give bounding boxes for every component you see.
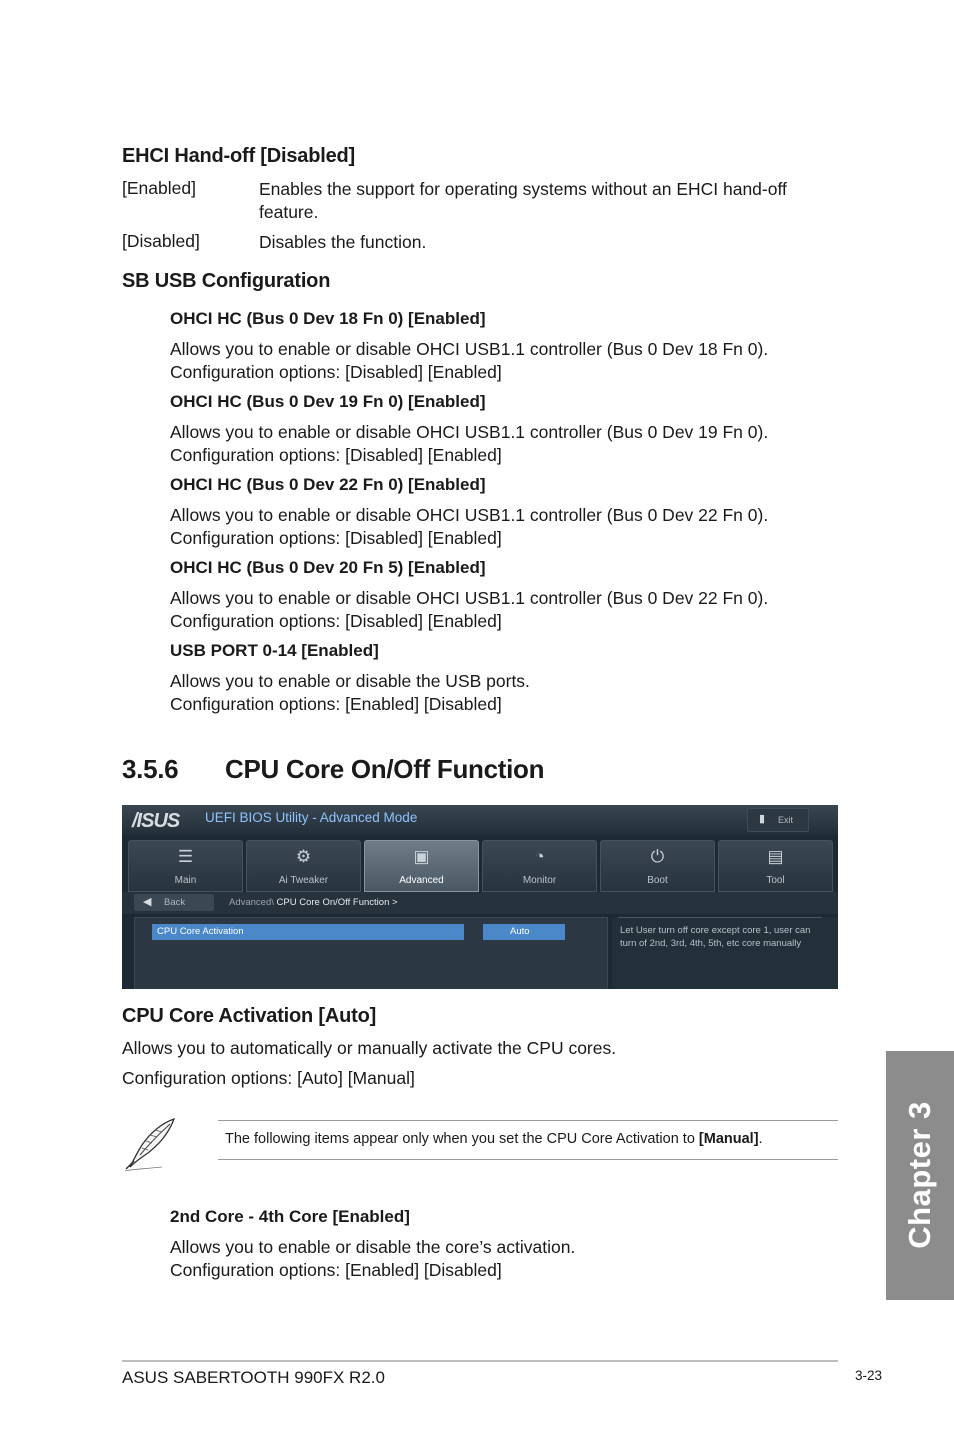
tab-boot[interactable] (600, 840, 715, 892)
power-icon: ⏻ (650, 847, 665, 866)
cpu-core-activation-value: Auto (510, 926, 530, 937)
note-text-suffix: . (758, 1131, 763, 1147)
feather-pen-icon (122, 1115, 180, 1173)
usb-item-desc (170, 504, 768, 550)
footer-rule (122, 1360, 838, 1362)
breadcrumb-path (229, 897, 398, 908)
tab-label: Boot (647, 875, 668, 886)
advanced-chip-icon: ▣ (413, 847, 430, 866)
tab-label: Ai Tweaker (278, 875, 329, 886)
back-label: Back (164, 897, 186, 908)
usb-item-desc-line2: Configuration options: [Disabled] [Enabled] (170, 445, 502, 465)
monitor-gauge-icon: ◔ (534, 847, 545, 866)
ehci-opt-enabled-desc (259, 178, 819, 224)
usb-item-title: OHCI HC (Bus 0 Dev 20 Fn 5) [Enabled] (170, 558, 486, 577)
activation-line1: Allows you to automatically or manually activate the CPU cores. (122, 1038, 617, 1058)
note-top-rule (218, 1120, 838, 1121)
ehci-opt-enabled-key: [Enabled] (122, 178, 196, 198)
usb-item-desc-line1: Allows you to enable or disable the USB ports. (170, 671, 530, 691)
sb-usb-heading: SB USB Configuration (122, 270, 331, 292)
usb-item-desc-line1: Allows you to enable or disable OHCI USB1.1 controller (Bus 0 Dev 22 Fn 0). (170, 588, 769, 608)
tab-advanced[interactable] (364, 840, 479, 892)
usb-item-title: USB PORT 0-14 [Enabled] (170, 641, 379, 660)
tab-main[interactable] (128, 840, 243, 892)
tab-ai-tweaker[interactable] (246, 840, 361, 892)
tab-label: Tool (766, 875, 785, 886)
bios-screenshot (122, 805, 838, 989)
exit-label: Exit (778, 815, 794, 825)
cpu-core-activation-item[interactable] (152, 924, 464, 940)
note-bottom-rule (218, 1159, 838, 1160)
help-divider (618, 917, 822, 918)
toolbox-icon: ▤ (767, 847, 784, 866)
section-title: CPU Core On/Off Function (225, 754, 545, 784)
usb-item-title: OHCI HC (Bus 0 Dev 18 Fn 0) [Enabled] (170, 309, 486, 328)
tab-tool[interactable] (718, 840, 833, 892)
cores-desc (170, 1236, 575, 1282)
chapter-tab-label: Chapter 3 (902, 1101, 937, 1249)
back-button[interactable] (134, 894, 214, 911)
usb-item-desc-line2: Configuration options: [Disabled] [Enabled] (170, 362, 502, 382)
breadcrumb (122, 892, 838, 914)
usb-item-desc-line1: Allows you to enable or disable OHCI USB1.1 controller (Bus 0 Dev 18 Fn 0). (170, 339, 769, 359)
ehci-opt-enabled-line1: Enables the support for operating systems without an EHCI hand-off (259, 179, 787, 199)
footer-product: ASUS SABERTOOTH 990FX R2.0 (122, 1368, 385, 1387)
bios-tab-bar (128, 840, 832, 892)
main-list-icon: ☰ (177, 847, 194, 866)
breadcrumb-current: CPU Core On/Off Function > (276, 897, 398, 908)
activation-line2: Configuration options: [Auto] [Manual] (122, 1068, 415, 1088)
usb-item-desc (170, 421, 768, 467)
note-text-bold: [Manual] (698, 1131, 759, 1147)
tab-monitor[interactable] (482, 840, 597, 892)
bios-title: UEFI BIOS Utility - Advanced Mode (205, 810, 418, 825)
usb-item-desc-line1: Allows you to enable or disable OHCI USB1.1 controller (Bus 0 Dev 22 Fn 0). (170, 505, 769, 525)
usb-item-desc-line2: Configuration options: [Disabled] [Enabled] (170, 528, 502, 548)
cores-title: 2nd Core - 4th Core [Enabled] (170, 1207, 410, 1226)
section-number: 3.5.6 (122, 754, 179, 784)
back-arrow-icon: ◀ (143, 896, 152, 908)
tab-label: Advanced (399, 875, 444, 886)
activation-heading: CPU Core Activation [Auto] (122, 1005, 377, 1027)
usb-item-desc-line2: Configuration options: [Disabled] [Enabled] (170, 611, 502, 631)
ehci-heading: EHCI Hand-off [Disabled] (122, 145, 355, 167)
bios-help-panel (612, 917, 838, 989)
ehci-opt-disabled-key: [Disabled] (122, 231, 200, 251)
cores-desc-line2: Configuration options: [Enabled] [Disabled] (170, 1260, 502, 1280)
tab-label: Monitor (522, 875, 557, 886)
usb-item-desc (170, 587, 768, 633)
asus-logo: /ISUS (132, 810, 180, 832)
cores-desc-line1: Allows you to enable or disable the core’s activation. (170, 1237, 576, 1257)
page-number: 3-23 (855, 1368, 883, 1383)
usb-item-desc (170, 670, 530, 716)
ehci-opt-enabled-line2: feature. (259, 202, 319, 222)
ai-tweaker-icon: ⚙ (295, 847, 312, 866)
exit-button[interactable] (747, 808, 809, 832)
bios-title-bar (122, 805, 838, 835)
usb-item-title: OHCI HC (Bus 0 Dev 19 Fn 0) [Enabled] (170, 392, 486, 411)
usb-item-desc-line2: Configuration options: [Enabled] [Disabled] (170, 694, 502, 714)
usb-item-title: OHCI HC (Bus 0 Dev 22 Fn 0) [Enabled] (170, 475, 486, 494)
usb-item-desc (170, 338, 768, 384)
cpu-core-activation-label: CPU Core Activation (157, 926, 244, 937)
help-text: Let User turn off core except core 1, user can turn of 2nd, 3rd, 4th, 5th, etc core manually (620, 925, 811, 949)
chapter-tab (886, 1051, 954, 1300)
bios-settings-panel (134, 917, 608, 989)
tab-label: Main (174, 875, 197, 886)
usb-item-desc-line1: Allows you to enable or disable OHCI USB1.1 controller (Bus 0 Dev 19 Fn 0). (170, 422, 769, 442)
exit-door-icon: ▮ (759, 813, 766, 825)
ehci-opt-disabled-desc: Disables the function. (259, 232, 427, 252)
breadcrumb-prefix: Advanced\ (229, 897, 274, 908)
cpu-core-activation-dropdown[interactable] (483, 924, 565, 940)
note-text (225, 1131, 763, 1147)
note-text-prefix: The following items appear only when you set the CPU Core Activation to (225, 1131, 699, 1147)
